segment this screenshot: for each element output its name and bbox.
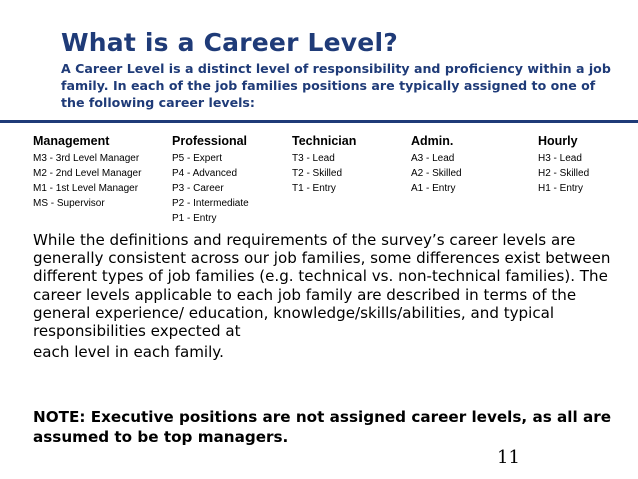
slide-subtitle: A Career Level is a distinct level of responsibility and proficiency within a job family. In each of the job families positions are typically assigned to one of the following career levels: [61,61,611,110]
body-paragraph [33,231,618,361]
column-admin [411,131,462,196]
column-header: Technician [292,134,357,148]
column-header: Hourly [538,134,578,148]
level-item: A1 - Entry [411,183,456,194]
level-item: A3 - Lead [411,153,455,164]
divider-rule [0,120,638,123]
career-levels-table [0,131,638,227]
body-text-end: each level in each family. [33,343,224,362]
column-header: Management [33,134,110,148]
column-hourly [538,131,589,196]
level-item: H2 - Skilled [538,168,590,179]
level-item: T3 - Lead [292,153,335,164]
slide-title: What is a Career Level? [61,28,398,57]
level-item: P5 - Expert [172,153,223,164]
level-item: H3 - Lead [538,153,582,164]
level-item: P2 - Intermediate [172,198,249,209]
level-item: T1 - Entry [292,183,336,194]
level-item: MS - Supervisor [33,198,105,209]
level-item: H1 - Entry [538,183,584,194]
column-technician [292,131,356,196]
executive-note: NOTE: Executive positions are not assigned career levels, as all are assumed to be top managers. [33,408,612,446]
column-professional [172,131,249,226]
level-item: P3 - Career [172,183,224,194]
column-management [33,131,141,211]
page-number: 11 [497,447,520,468]
level-item: T2 - Skilled [292,168,343,179]
level-item: M2 - 2nd Level Manager [33,168,142,179]
column-header: Admin. [411,134,454,148]
body-text: While the definitions and requirements of the survey’s career levels are generally consistent across our job families, some differences exist between different types of job families (e.g. technical vs. non-technical families). The career levels applicable to each job family are described in terms of the general experience/ education, knowledge/skills/abilities, and typical responsibilities expected at [33,231,611,341]
level-item: P4 - Advanced [172,168,238,179]
level-item: M3 - 3rd Level Manager [33,153,140,164]
column-header: Professional [172,134,248,148]
level-item: M1 - 1st Level Manager [33,183,139,194]
level-item: P1 - Entry [172,213,217,224]
level-item: A2 - Skilled [411,168,462,179]
